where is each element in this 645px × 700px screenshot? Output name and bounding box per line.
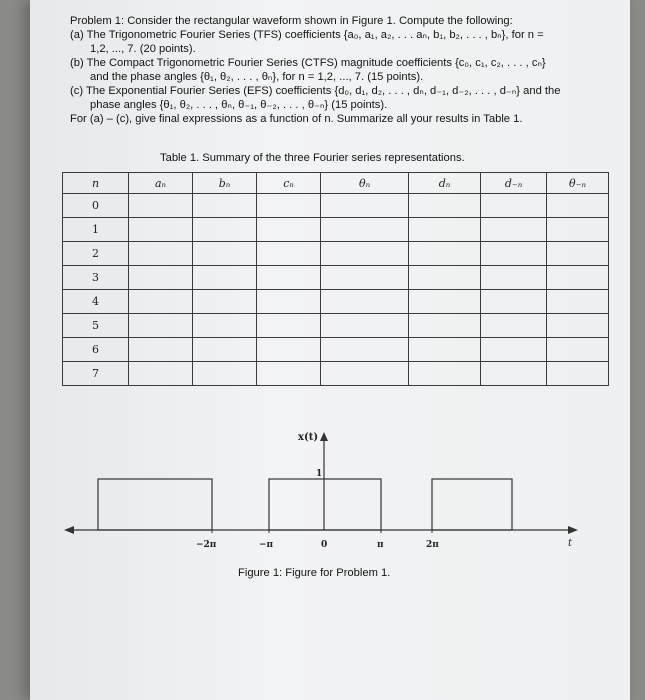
tick-label-minus-pi: −π: [259, 540, 274, 550]
header-theta-minus-n: θ₋ₙ: [547, 173, 609, 194]
row-n-value: 7: [63, 362, 129, 386]
row-n-value: 1: [63, 218, 129, 242]
figure-caption: Figure 1: Figure for Problem 1.: [238, 567, 391, 579]
part-c-line2: phase angles {θ₁, θ₂, . . . , θₙ, θ₋₁, θ₋₂, . . . , θ₋ₙ} (15 points).: [90, 99, 388, 111]
tick-label-pi: π: [377, 540, 384, 550]
header-cn: cₙ: [257, 173, 321, 194]
instructions-closing: For (a) – (c), give final expressions as a function of n. Summarize all your results in Table 1.: [70, 113, 523, 125]
pulse-left: [98, 479, 212, 530]
row-n-value: 4: [63, 290, 129, 314]
header-theta-n: θₙ: [321, 173, 409, 194]
part-a-line2: 1,2, ..., 7. (20 points).: [90, 43, 196, 55]
tick-label-zero: 0: [321, 540, 328, 550]
level-label: 1: [316, 469, 323, 479]
header-an: aₙ: [129, 173, 193, 194]
header-dn: dₙ: [409, 173, 481, 194]
pulse-center: [269, 479, 381, 530]
header-n: n: [63, 173, 129, 194]
row-n-value: 5: [63, 314, 129, 338]
t-axis-right-arrow: [568, 526, 578, 534]
header-bn: bₙ: [193, 173, 257, 194]
tick-label-2pi: 2π: [426, 540, 439, 550]
part-c-line1: (c) The Exponential Fourier Series (EFS) coefficients {d₀, d₁, d₂, . . . , dₙ, d₋₁, d₋₂, . . . , d₋ₙ} and the: [70, 85, 561, 97]
part-b-line2: and the phase angles {θ₁, θ₂, . . . , θₙ}, for n = 1,2, ..., 7. (15 points).: [90, 71, 424, 83]
t-axis-left-arrow: [64, 526, 74, 534]
table-caption: Table 1. Summary of the three Fourier series representations.: [160, 152, 465, 164]
header-d-minus-n: d₋ₙ: [481, 173, 547, 194]
x-axis-arrow: [320, 432, 328, 441]
row-n-value: 6: [63, 338, 129, 362]
t-axis-label: t: [568, 538, 573, 549]
tick-label-minus-2pi: −2π: [196, 540, 217, 550]
part-a-line1: (a) The Trigonometric Fourier Series (TFS) coefficients {a₀, a₁, a₂, . . . aₙ, b₁, b₂, . . . , bₙ}, for n =: [70, 29, 544, 41]
row-n-value: 3: [63, 266, 129, 290]
part-b-line1: (b) The Compact Trigonometric Fourier Series (CTFS) magnitude coefficients {c₀, c₁, c₂, . . . , cₙ}: [70, 57, 546, 69]
problem-title: Problem 1: Consider the rectangular waveform shown in Figure 1. Compute the following:: [70, 15, 513, 27]
row-n-value: 0: [63, 194, 129, 218]
row-n-value: 2: [63, 242, 129, 266]
pulse-right: [432, 479, 512, 530]
x-axis-label: x(t): [298, 432, 319, 443]
